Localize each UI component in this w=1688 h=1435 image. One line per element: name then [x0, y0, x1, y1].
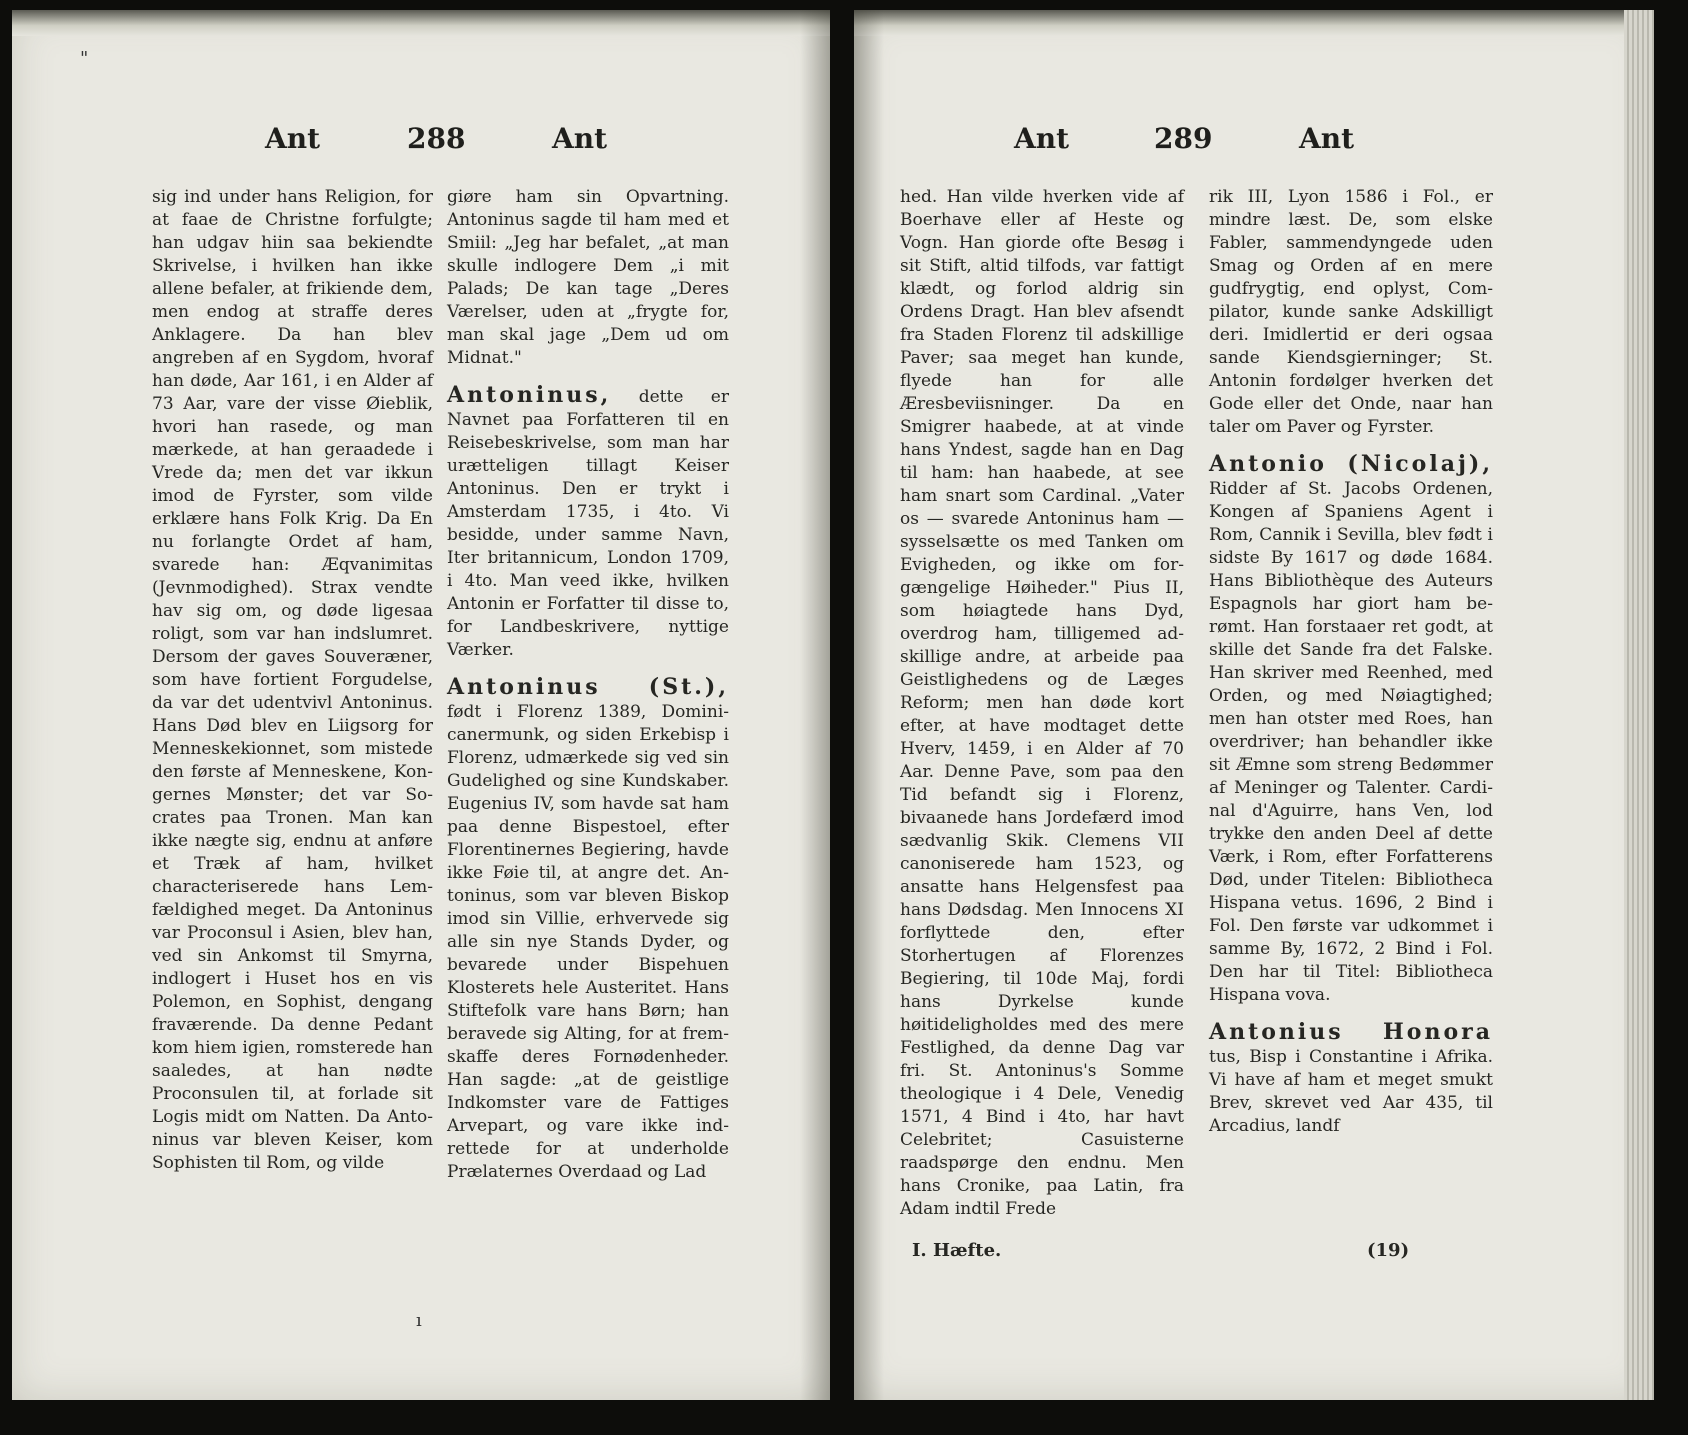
sheet-number: (19) — [1367, 1240, 1410, 1261]
signature-mark: I. Hæfte. — [912, 1240, 1002, 1261]
page-top-edge — [854, 10, 1654, 36]
left-page — [12, 10, 830, 1400]
column-right — [447, 186, 729, 1184]
running-header — [854, 122, 1654, 162]
header-left-word: Ant — [265, 122, 321, 155]
column-left — [152, 186, 433, 1175]
dictionary-entry — [447, 676, 729, 1184]
body-text: rik III, Lyon 1586 i Fol., er mindre læst. De, som elske Fabler, sammendyngede uden Smag og Orden af en mere gudfrygtig, end oplyst, Compilator, kunde sanke Adskilligt deri. Imidlertid er deri ogsaa sande Kiendsgierninger; St. Antonin fordølger hverken det Gode eller det Onde, naar han taler om Paver og Fyrster. — [1209, 187, 1493, 437]
page-fore-edge — [1624, 10, 1654, 1400]
header-right-word: Ant — [1299, 122, 1355, 155]
page-top-edge — [12, 10, 830, 36]
page-gutter-shadow — [800, 10, 830, 1400]
entry-headword: Antoninus (St.), — [447, 674, 729, 700]
page-speck: ı — [416, 1310, 422, 1331]
page-speck: " — [80, 48, 89, 69]
entry-body: tus, Bisp i Constantine i Afrika. Vi have af ham et meget smukt Brev, skrevet ved Aar 435, til Arcadius, landf — [1209, 1047, 1493, 1136]
page-number: 289 — [1154, 122, 1213, 155]
dictionary-entry — [1209, 1021, 1493, 1138]
entry-body: Ridder af St. Jacobs Ordenen, Kongen af Spaniens Agent i Rom, Cannik i Sevilla, blev født i sidste By 1617 og døde 1684. Hans Bibliothèque des Auteurs Espagnols har giort ham berømt. Han forstaaer ret godt, at skille det Sande fra det Falske. Han skriver med Reenhed, med Orden, og med Nøiagtighed; men han otster med Roes, han overdriver; han behandler ikke sit Æmne som streng Bedømmer af Meninger og Talenter. Cardinal d'Aguirre, hans Ven, lod trykke den anden Deel af dette Værk, i Rom, efter Forfatterens Død, under Titelen: Bibliotheca Hispana vetus. 1696, 2 Bind i Fol. Den første var udkommet i samme By, 1672, 2 Bind i Fol. Den har til Titel: Bibliotheca Hispana vova. — [1209, 479, 1493, 1005]
dictionary-entry — [1209, 453, 1493, 1007]
running-header — [12, 122, 830, 162]
column-right — [1209, 186, 1493, 1138]
page-gutter-shadow — [854, 10, 884, 1400]
dictionary-entry — [447, 384, 729, 662]
column-left — [900, 186, 1184, 1221]
entry-body: født i Florenz 1389, Dominicanermunk, og siden Erkebisp i Florenz, udmærkede sig ved sin Gudelighed og sine Kundskaber. Eugenius IV, som havde sat ham paa denne Bispestoel, efter Florentinernes Begiering, havde ikke Føie til, at angre det. Antoninus, som var bleven Biskop imod sin Villie, erhvervede sig alle sin nye Stands Dyder, og bevarede under Bispehuen Klosterets hele Austeritet. Hans Stiftefolk vare hans Børn; han beravede sig Alting, for at fremskaffe deres Fornødenheder. Han sagde: „at de geistlige Indkomster vare de Fattiges Arvepart, og vare ikke indrettede for at underholde Prælaternes Overdaad og Lad — [447, 702, 729, 1182]
entry-headword: Antoninus, — [447, 382, 612, 408]
body-text: hed. Han vilde hverken vide af Boerhave eller af Heste og Vogn. Han giorde ofte Besøg i sit Stift, altid tilfods, var fattigt klædt, og forlod aldrig sin Ordens Dragt. Han blev afsendt fra Staden Florenz til adskillige Paver; saa meget han kunde, flyede han for alle Æresbeviisninger. Da en Smigrer haabede, at at vinde hans Yndest, sagde han en Dag til ham: han haabede, at see ham snart som Cardinal. „Vater os — svarede Antoninus ham — sysselsætte os med Tanken om Evigheden, og ikke om forgængelige Høiheder." Pius II, som høiagtede hans Dyd, overdrog ham, tilligemed adskillige andre, at arbeide paa Geistlighedens og de Læges Reform; men han døde kort efter, at have modtaget dette Hverv, 1459, i en Alder af 70 Aar. Denne Pave, som paa den Tid befandt sig i Florenz, bivaanede hans Jordefærd imod sædvanlig Skik. Clemens VII canoniserede ham 1523, og ansatte hans Helgensfest paa hans Dødsdag. Men Innocens XI forflyttede den, efter Storhertugen af Florenzes Begiering, til 10de Maj, fordi hans Dyrkelse kunde høitideligholdes med des mere Festlighed, da denne Dag var fri. St. Antoninus's Somme theologique i 4 Dele, Venedig 1571, 4 Bind i 4to, har havt Celebritet; Casuisterne raadspørge den endnu. Men hans Cronike, paa Latin, fra Adam indtil Frede — [900, 187, 1184, 1219]
body-text: sig ind under hans Religion, for at faae de Christne forfulgte; han udgav hiin saa bekiendte Skrivelse, i hvilken han ikke allene befaler, at frikiende dem, men endog at straffe deres Anklagere. Da han blev angreben af en Sygdom, hvoraf han døde, Aar 161, i en Alder af 73 Aar, vare der visse Øieblik, hvori han rasede, og man mærkede, at han geraadede i Vrede da; men det var ikkun imod de Fyrster, som vilde erklære hans Folk Krig. Da En nu forlangte Ordet af ham, svarede han: Æqvanimitas (Jevnmodighed). Strax vendte hav sig om, og døde ligesaa roligt, som var han indslumret. Dersom der gaves Souveræner, som have fortient Forgudelse, da var det udentvivl Antoninus. Hans Død blev en Liigsorg for Menneskekionnet, som mistede den første af Menneskene, Kongernes Mønster; det var Socrates paa Tronen. Man kan ikke nægte sig, endnu at anføre et Træk af ham, hvilket characteriserede hans Lemfældighed meget. Da Antoninus var Proconsul i Asien, blev han, ved sin Ankomst til Smyrna, indlogert i Huset hos en vis Polemon, en Sophist, dengang fraværende. Da denne Pedant kom hiem igien, romsterede han saaledes, at han nødte Proconsulen til, at forlade sit Logis midt om Natten. Da Antoninus var bleven Keiser, kom Sophisten til Rom, og vilde — [152, 187, 433, 1173]
header-left-word: Ant — [1014, 122, 1070, 155]
header-right-word: Ant — [552, 122, 608, 155]
entry-headword: Antonio (Nicolaj), — [1209, 451, 1493, 477]
page-number: 288 — [407, 122, 466, 155]
entry-headword: Antonius Honora — [1209, 1019, 1493, 1045]
body-text: giøre ham sin Opvartning. Antoninus sagde til ham med et Smiil: „Jeg har befalet, „at man skulle indlogere Dem „i mit Palads; De kan tage „Deres Værelser, uden at „frygte for, man skal jage „Dem ud om Midnat." — [447, 187, 729, 368]
right-page — [854, 10, 1654, 1400]
entry-body: dette er Navnet paa Forfatteren til en Reisebeskrivelse, som man har urætteligen tillagt Keiser Antoninus. Den er trykt i Amsterdam 1735, i 4to. Vi besidde, under samme Navn, Iter britannicum, London 1709, i 4to. Man veed ikke, hvilken Antonin er Forfatter til disse to, for Landbeskrivere, nyttige Værker. — [447, 387, 729, 660]
